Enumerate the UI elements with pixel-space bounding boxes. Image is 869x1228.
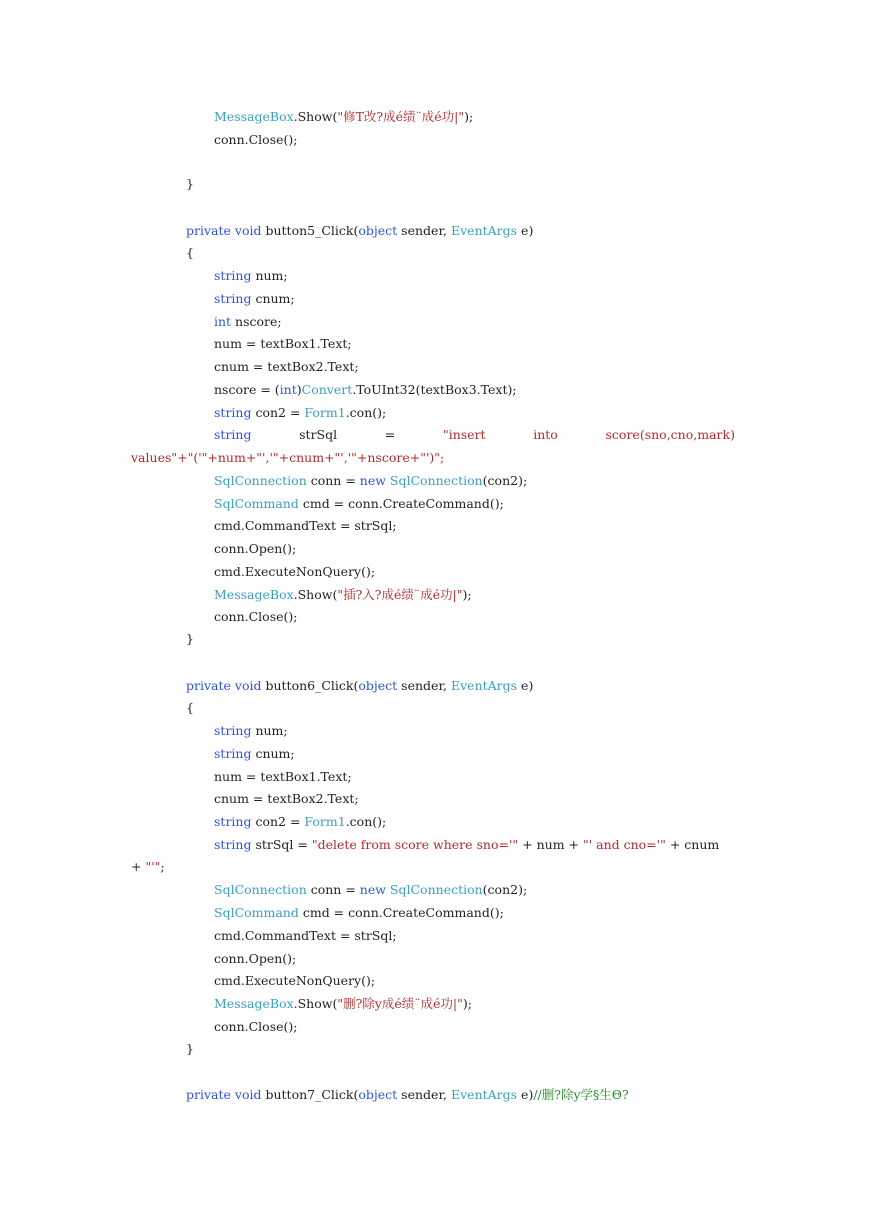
code-line — [214, 928, 397, 944]
code-token: private — [186, 678, 231, 693]
code-token: cnum; — [251, 746, 295, 761]
code-token: con2 = — [251, 405, 305, 420]
code-token: void — [234, 1087, 262, 1102]
code-token: } — [186, 1041, 194, 1056]
code-token: new — [359, 882, 386, 897]
code-token: .Show( — [293, 996, 338, 1011]
code-token: string — [214, 427, 252, 442]
code-line — [214, 905, 504, 921]
code-token: "删?除y成é绩¨成é功|" — [337, 996, 463, 1011]
code-token: .con(); — [345, 405, 387, 420]
code-token: EventArgs — [451, 1087, 518, 1102]
code-line — [214, 382, 517, 398]
code-token: object — [358, 223, 398, 238]
code-line — [214, 769, 352, 785]
code-token: nscore; — [231, 314, 282, 329]
code-token: object — [358, 678, 398, 693]
code-token: SqlCommand — [214, 496, 299, 511]
code-line — [214, 564, 375, 580]
code-token: conn = — [306, 473, 360, 488]
code-token: "修T改?成é绩¨成é功|" — [337, 109, 465, 124]
code-line — [214, 541, 296, 557]
code-line — [214, 746, 295, 762]
code-token: SqlCommand — [214, 905, 299, 920]
code-token: ); — [462, 996, 472, 1011]
code-token: "insert — [442, 427, 486, 442]
code-line — [214, 496, 504, 512]
code-token: conn.Open(); — [214, 951, 297, 966]
code-token: button5_Click( — [261, 223, 359, 238]
code-token: cmd.ExecuteNonQuery(); — [214, 973, 376, 988]
code-token: { — [186, 700, 194, 715]
code-token: { — [186, 245, 194, 260]
code-token: conn.Close(); — [214, 132, 298, 147]
code-token: SqlConnection — [214, 473, 307, 488]
code-line — [214, 814, 386, 830]
code-token: string — [214, 746, 252, 761]
code-token: into — [533, 427, 558, 442]
code-line — [214, 791, 359, 807]
code-token: ; — [160, 859, 165, 874]
code-token: conn.Close(); — [214, 1019, 298, 1034]
code-token: cmd.CommandText = strSql; — [214, 928, 397, 943]
code-token: string — [214, 837, 252, 852]
code-token: cmd.ExecuteNonQuery(); — [214, 564, 376, 579]
code-token: conn = — [306, 882, 360, 897]
code-token: e) — [517, 678, 534, 693]
code-token: MessageBox — [214, 587, 294, 602]
code-token: Form1 — [304, 405, 346, 420]
code-token: SqlConnection — [389, 882, 483, 897]
code-token: sender, — [397, 1087, 451, 1102]
code-token: num; — [251, 723, 288, 738]
code-token: ) — [296, 382, 302, 397]
code-line — [214, 314, 282, 330]
code-token: + — [131, 859, 146, 874]
code-line — [214, 1019, 297, 1035]
code-token: e) — [517, 1087, 534, 1102]
code-token: e) — [517, 223, 534, 238]
code-token: num = textBox1.Text; — [214, 336, 352, 351]
code-token: sender, — [397, 678, 451, 693]
code-line — [214, 973, 375, 989]
code-token: con2 = — [251, 814, 305, 829]
code-line — [186, 1087, 629, 1103]
code-token: Form1 — [304, 814, 346, 829]
code-token: //删?除y学§生Θ? — [533, 1087, 629, 1102]
code-token: MessageBox — [214, 109, 294, 124]
code-line — [214, 473, 527, 489]
code-token: } — [186, 176, 194, 191]
code-line — [214, 291, 295, 307]
code-token: nscore = ( — [214, 382, 280, 397]
code-line — [186, 678, 533, 694]
code-token: private — [186, 223, 231, 238]
code-line — [214, 132, 297, 148]
code-line — [214, 837, 719, 853]
code-line — [214, 518, 397, 534]
code-token: void — [234, 678, 262, 693]
code-token: string — [214, 268, 252, 283]
code-token: button6_Click( — [261, 678, 359, 693]
code-line — [186, 1041, 194, 1057]
code-token: num; — [251, 268, 288, 283]
code-token: private — [186, 1087, 231, 1102]
code-line — [214, 359, 359, 375]
code-token: string — [214, 723, 252, 738]
code-token: cnum; — [251, 291, 295, 306]
code-token: MessageBox — [214, 996, 294, 1011]
code-token: "'" — [145, 859, 161, 874]
code-token: = — [384, 427, 396, 442]
code-line — [186, 245, 194, 261]
code-token: .ToUInt32(textBox3.Text); — [352, 382, 517, 397]
code-token: string — [214, 814, 252, 829]
code-line — [214, 405, 386, 421]
code-token: void — [234, 223, 262, 238]
code-token: conn.Close(); — [214, 609, 298, 624]
code-token: strSql — [299, 427, 338, 442]
code-token: string — [214, 291, 252, 306]
code-token: conn.Open(); — [214, 541, 297, 556]
code-token: "插?入?成é绩¨成é功|" — [337, 587, 463, 602]
code-line — [214, 587, 472, 603]
code-token: (con2); — [482, 473, 528, 488]
code-token: new — [359, 473, 386, 488]
code-token: SqlConnection — [214, 882, 307, 897]
code-token: .con(); — [345, 814, 387, 829]
code-line — [214, 882, 527, 898]
code-token: int — [214, 314, 232, 329]
code-token: object — [358, 1087, 398, 1102]
code-token: EventArgs — [451, 223, 518, 238]
code-line — [186, 223, 533, 239]
code-line — [214, 427, 735, 443]
code-line — [214, 723, 288, 739]
code-token: cmd.CommandText = strSql; — [214, 518, 397, 533]
code-line — [214, 336, 352, 352]
code-token: "' and cno='" — [582, 837, 666, 852]
code-token: sender, — [397, 223, 451, 238]
code-line — [131, 859, 165, 875]
code-token: "delete from score where sno='" — [311, 837, 519, 852]
code-token: cnum = textBox2.Text; — [214, 791, 359, 806]
code-line — [214, 951, 296, 967]
code-token: values"+"('"+num+"','"+cnum+"','"+nscore+"')"; — [131, 450, 445, 465]
code-token: + cnum — [665, 837, 720, 852]
code-token: string — [214, 405, 252, 420]
code-token: SqlConnection — [389, 473, 483, 488]
code-token: button7_Click( — [261, 1087, 359, 1102]
code-token: (con2); — [482, 882, 528, 897]
code-token: ); — [462, 587, 472, 602]
code-token: int — [279, 382, 297, 397]
code-line — [214, 268, 288, 284]
code-line — [214, 609, 297, 625]
code-token: .Show( — [293, 109, 338, 124]
code-token: num = textBox1.Text; — [214, 769, 352, 784]
code-token: EventArgs — [451, 678, 518, 693]
code-token: cnum = textBox2.Text; — [214, 359, 359, 374]
code-line — [186, 700, 194, 716]
code-line — [131, 450, 444, 466]
code-token: + num + — [518, 837, 583, 852]
code-line — [214, 109, 473, 125]
code-token: strSql = — [251, 837, 312, 852]
code-line — [186, 176, 194, 192]
code-line — [214, 996, 472, 1012]
code-token: } — [186, 631, 194, 646]
code-token: score(sno,cno,mark) — [605, 427, 735, 442]
code-token: cmd = conn.CreateCommand(); — [298, 496, 504, 511]
code-token: ); — [464, 109, 474, 124]
code-line — [186, 631, 194, 647]
code-token: .Show( — [293, 587, 338, 602]
code-token: Convert — [301, 382, 353, 397]
code-token: cmd = conn.CreateCommand(); — [298, 905, 504, 920]
